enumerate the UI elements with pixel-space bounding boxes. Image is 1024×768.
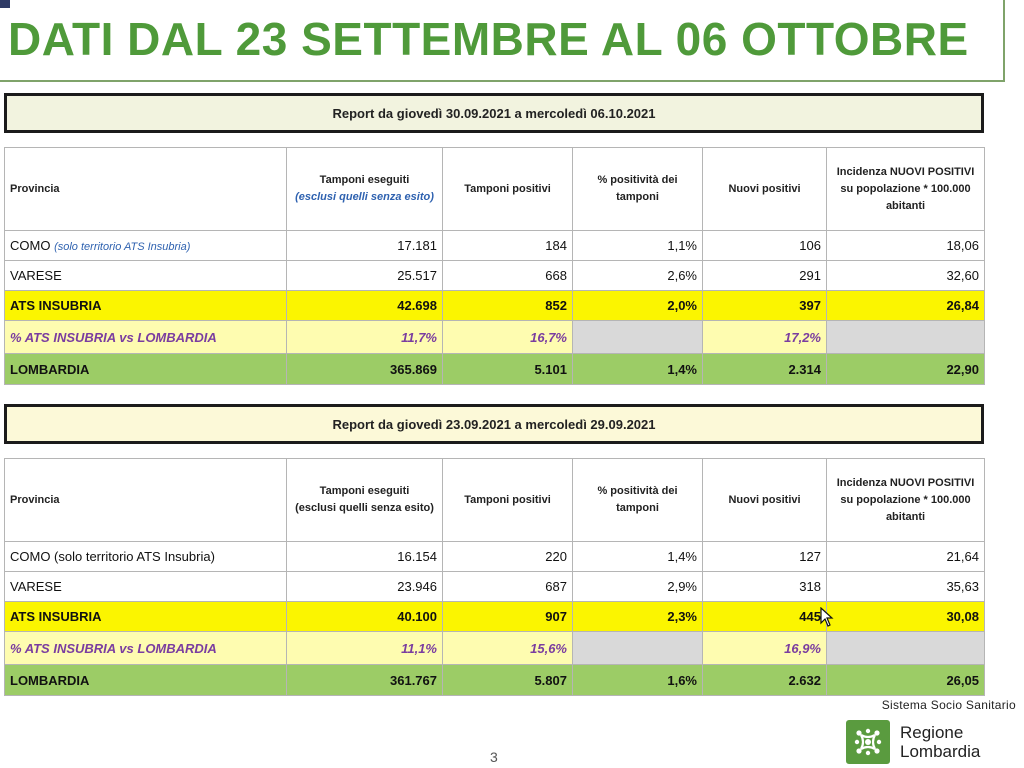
col-nuovi-positivi: Nuovi positivi <box>703 459 827 542</box>
cell-incidenza: 32,60 <box>827 261 985 291</box>
brand-line-1: Regione <box>900 723 964 742</box>
col-tamponi-eseguiti <box>287 459 443 542</box>
cell-nuovi-positivi: 127 <box>703 542 827 572</box>
cell-tamponi-eseguiti: 25.517 <box>287 261 443 291</box>
brand-line-2: Lombardia <box>900 742 981 761</box>
col-positivita: % positività dei tamponi <box>573 459 703 542</box>
cell-tamponi-eseguiti: 23.946 <box>287 572 443 602</box>
cell-incidenza: 30,08 <box>827 602 985 632</box>
title-frame <box>0 0 1005 82</box>
cell-tamponi-positivi: 907 <box>443 602 573 632</box>
page-title: DATI DAL 23 SETTEMBRE AL 06 OTTOBRE <box>8 13 969 65</box>
cell-tamponi-eseguiti: 42.698 <box>287 291 443 321</box>
col-provincia: Provincia <box>5 459 287 542</box>
col-positivita: % positività dei tamponi <box>573 148 703 231</box>
cell-tamponi-positivi: 852 <box>443 291 573 321</box>
cell-incidenza: 18,06 <box>827 231 985 261</box>
cell-positivita-empty <box>573 321 703 354</box>
cell-tamponi-positivi: 184 <box>443 231 573 261</box>
cell-provincia: LOMBARDIA <box>5 665 287 696</box>
brand-name <box>900 723 980 761</box>
cell-positivita: 2,9% <box>573 572 703 602</box>
cell-tamponi-positivi: 16,7% <box>443 321 573 354</box>
cell-tamponi-positivi: 668 <box>443 261 573 291</box>
cell-tamponi-positivi: 15,6% <box>443 632 573 665</box>
col-esclusi-note: (esclusi quelli senza esito) <box>295 502 434 514</box>
report1-header: Report da giovedì 30.09.2021 a mercoledì 06.10.2021 <box>4 93 984 133</box>
cell-positivita: 1,4% <box>573 354 703 385</box>
cell-incidenza: 26,84 <box>827 291 985 321</box>
cell-provincia: VARESE <box>5 572 287 602</box>
col-esclusi-note: (esclusi quelli senza esito) <box>295 191 434 203</box>
table-header-row <box>5 459 985 542</box>
cell-incidenza-empty <box>827 632 985 665</box>
cell-positivita-empty <box>573 632 703 665</box>
cell-nuovi-positivi: 291 <box>703 261 827 291</box>
col-incidenza: Incidenza NUOVI POSITIVI su popolazione * 100.000 abitanti <box>827 459 985 542</box>
cell-incidenza: 35,63 <box>827 572 985 602</box>
cell-provincia: VARESE <box>5 261 287 291</box>
col-tamponi-eseguiti-label: Tamponi eseguiti <box>319 485 410 497</box>
cell-nuovi-positivi: 318 <box>703 572 827 602</box>
cell-positivita: 2,0% <box>573 291 703 321</box>
cell-positivita: 1,1% <box>573 231 703 261</box>
provincia-name: COMO <box>10 238 51 253</box>
table-row-varese <box>5 261 985 291</box>
cell-tamponi-eseguiti: 11,7% <box>287 321 443 354</box>
cell-tamponi-eseguiti: 40.100 <box>287 602 443 632</box>
table-row-ats-insubria <box>5 291 985 321</box>
table-row-como <box>5 542 985 572</box>
report2-header: Report da giovedì 23.09.2021 a mercoledì 29.09.2021 <box>4 404 984 444</box>
cell-provincia: LOMBARDIA <box>5 354 287 385</box>
cell-tamponi-positivi: 5.101 <box>443 354 573 385</box>
table-row-como <box>5 231 985 261</box>
table-row-ats-insubria <box>5 602 985 632</box>
col-tamponi-eseguiti-label: Tamponi eseguiti <box>319 174 410 186</box>
cell-tamponi-positivi: 687 <box>443 572 573 602</box>
col-nuovi-positivi: Nuovi positivi <box>703 148 827 231</box>
cell-incidenza-empty <box>827 321 985 354</box>
cell-nuovi-positivi: 16,9% <box>703 632 827 665</box>
table-row-varese <box>5 572 985 602</box>
footer-brand <box>846 698 1016 764</box>
report1-table <box>4 147 985 385</box>
cell-nuovi-positivi: 397 <box>703 291 827 321</box>
report2-table <box>4 458 985 696</box>
table-row-lombardia <box>5 665 985 696</box>
cell-tamponi-eseguiti: 16.154 <box>287 542 443 572</box>
table-header-row <box>5 148 985 231</box>
cell-positivita: 1,4% <box>573 542 703 572</box>
cell-incidenza: 21,64 <box>827 542 985 572</box>
brand-logo-row <box>846 720 1016 764</box>
cell-positivita: 2,6% <box>573 261 703 291</box>
cell-incidenza: 22,90 <box>827 354 985 385</box>
cell-provincia: COMO (solo territorio ATS Insubria) <box>5 542 287 572</box>
cell-positivita: 1,6% <box>573 665 703 696</box>
cell-provincia: % ATS INSUBRIA vs LOMBARDIA <box>5 632 287 665</box>
cell-provincia: % ATS INSUBRIA vs LOMBARDIA <box>5 321 287 354</box>
regione-lombardia-logo-icon <box>846 720 890 764</box>
cell-nuovi-positivi: 17,2% <box>703 321 827 354</box>
col-incidenza: Incidenza NUOVI POSITIVI su popolazione * 100.000 abitanti <box>827 148 985 231</box>
cell-nuovi-positivi: 445 <box>703 602 827 632</box>
table-row-ats-vs-lombardia <box>5 321 985 354</box>
page-number: 3 <box>490 749 498 765</box>
cell-nuovi-positivi: 2.314 <box>703 354 827 385</box>
mouse-pointer-icon <box>820 607 834 627</box>
col-provincia: Provincia <box>5 148 287 231</box>
cell-positivita: 2,3% <box>573 602 703 632</box>
cell-nuovi-positivi: 106 <box>703 231 827 261</box>
table-row-ats-vs-lombardia <box>5 632 985 665</box>
cell-nuovi-positivi: 2.632 <box>703 665 827 696</box>
cell-provincia: ATS INSUBRIA <box>5 291 287 321</box>
cell-tamponi-eseguiti: 11,1% <box>287 632 443 665</box>
cell-incidenza: 26,05 <box>827 665 985 696</box>
footer-system-label: Sistema Socio Sanitario <box>881 698 1016 712</box>
cell-tamponi-positivi: 5.807 <box>443 665 573 696</box>
cell-tamponi-eseguiti: 17.181 <box>287 231 443 261</box>
col-tamponi-eseguiti <box>287 148 443 231</box>
cell-provincia: ATS INSUBRIA <box>5 602 287 632</box>
cell-tamponi-eseguiti: 365.869 <box>287 354 443 385</box>
col-tamponi-positivi: Tamponi positivi <box>443 459 573 542</box>
col-tamponi-positivi: Tamponi positivi <box>443 148 573 231</box>
cell-tamponi-eseguiti: 361.767 <box>287 665 443 696</box>
table-row-lombardia <box>5 354 985 385</box>
cell-tamponi-positivi: 220 <box>443 542 573 572</box>
cell-provincia <box>5 231 287 261</box>
provincia-note: (solo territorio ATS Insubria) <box>54 241 191 253</box>
